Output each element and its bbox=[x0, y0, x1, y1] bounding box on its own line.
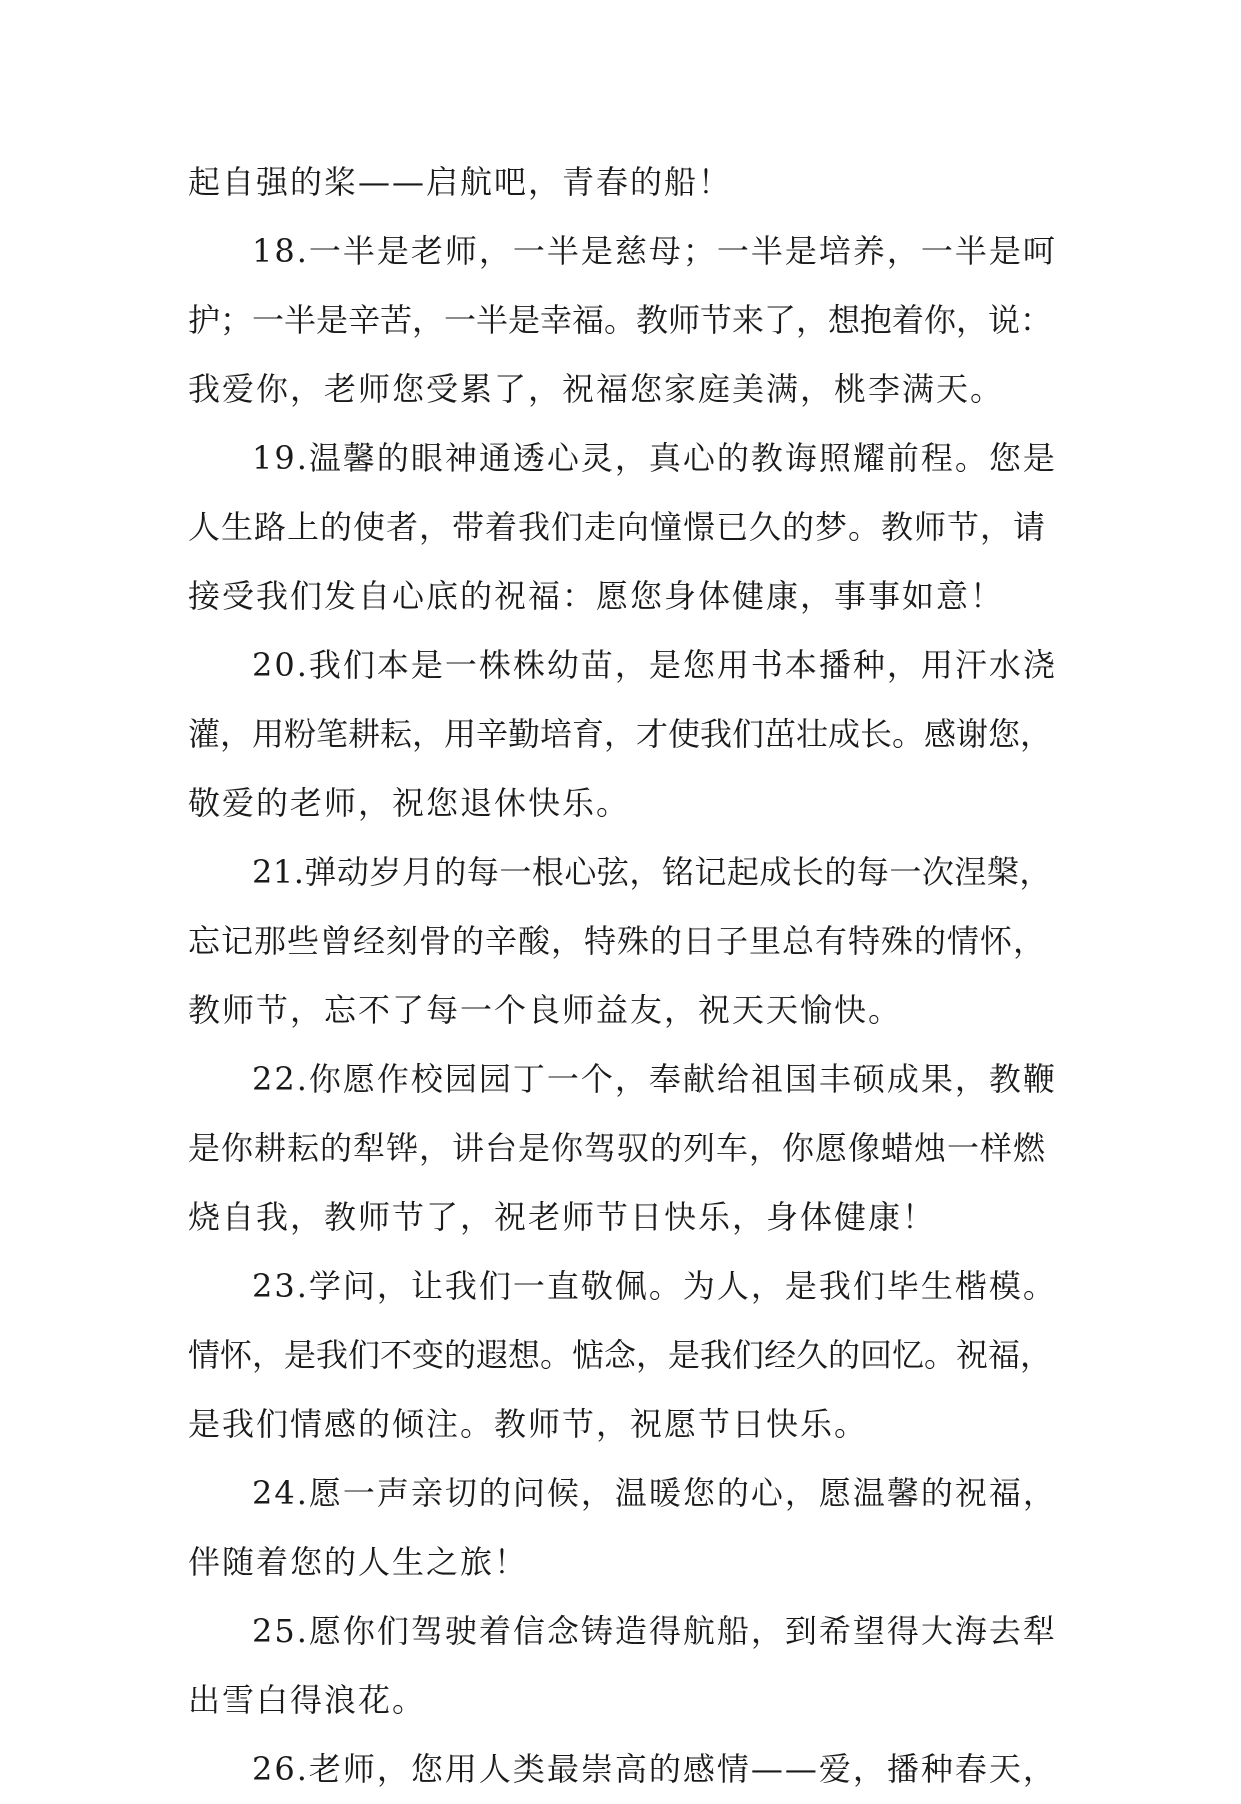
text-line: 25.愿你们驾驶着信念铸造得航船，到希望得大海去犁 bbox=[252, 1612, 1057, 1650]
text-line: 26.老师，您用人类最崇高的感情——爱，播种春天， bbox=[252, 1750, 1057, 1788]
text-line: 护；一半是辛苦，一半是幸福。教师节来了，想抱着你，说： bbox=[188, 301, 1053, 339]
text-line: 烧自我，教师节了，祝老师节日快乐，身体健康！ bbox=[188, 1198, 937, 1236]
document-body bbox=[188, 148, 1058, 1804]
text-line: 是我们情感的倾注。教师节，祝愿节日快乐。 bbox=[188, 1405, 869, 1443]
text-line: 24.愿一声亲切的问候，温暖您的心，愿温馨的祝福， bbox=[252, 1474, 1057, 1512]
text-line: 人生路上的使者，带着我们走向憧憬已久的梦。教师节，请 bbox=[188, 508, 1047, 546]
text-line: 20.我们本是一株株幼苗，是您用书本播种，用汗水浇 bbox=[252, 646, 1057, 684]
text-line: 是你耕耘的犁铧，讲台是你驾驭的列车，你愿像蜡烛一样燃 bbox=[188, 1129, 1047, 1167]
text-line: 伴随着您的人生之旅！ bbox=[188, 1543, 529, 1581]
text-line: 23.学问，让我们一直敬佩。为人，是我们毕生楷模。 bbox=[252, 1267, 1057, 1305]
text-line: 19.温馨的眼神通透心灵，真心的教诲照耀前程。您是 bbox=[252, 439, 1057, 477]
text-line: 18.一半是老师，一半是慈母；一半是培养，一半是呵 bbox=[252, 232, 1057, 270]
text-line: 灌，用粉笔耕耘，用辛勤培育，才使我们茁壮成长。感谢您， bbox=[188, 715, 1053, 753]
text-line: 忘记那些曾经刻骨的辛酸，特殊的日子里总有特殊的情怀， bbox=[188, 922, 1047, 960]
text-line: 情怀，是我们不变的遐想。惦念，是我们经久的回忆。祝福， bbox=[188, 1336, 1053, 1374]
text-line: 21.弹动岁月的每一根心弦，铭记起成长的每一次涅槃， bbox=[252, 853, 1052, 891]
text-line: 起自强的桨——启航吧，青春的船！ bbox=[188, 163, 733, 201]
text-line: 教师节，忘不了每一个良师益友，祝天天愉快。 bbox=[188, 991, 903, 1029]
text-line: 接受我们发自心底的祝福：愿您身体健康，事事如意！ bbox=[188, 577, 1005, 615]
text-line: 敬爱的老师，祝您退休快乐。 bbox=[188, 784, 631, 822]
text-line: 我爱你，老师您受累了，祝福您家庭美满，桃李满天。 bbox=[188, 370, 1005, 408]
text-line: 出雪白得浪花。 bbox=[188, 1681, 427, 1719]
text-line: 22.你愿作校园园丁一个，奉献给祖国丰硕成果，教鞭 bbox=[252, 1060, 1057, 1098]
